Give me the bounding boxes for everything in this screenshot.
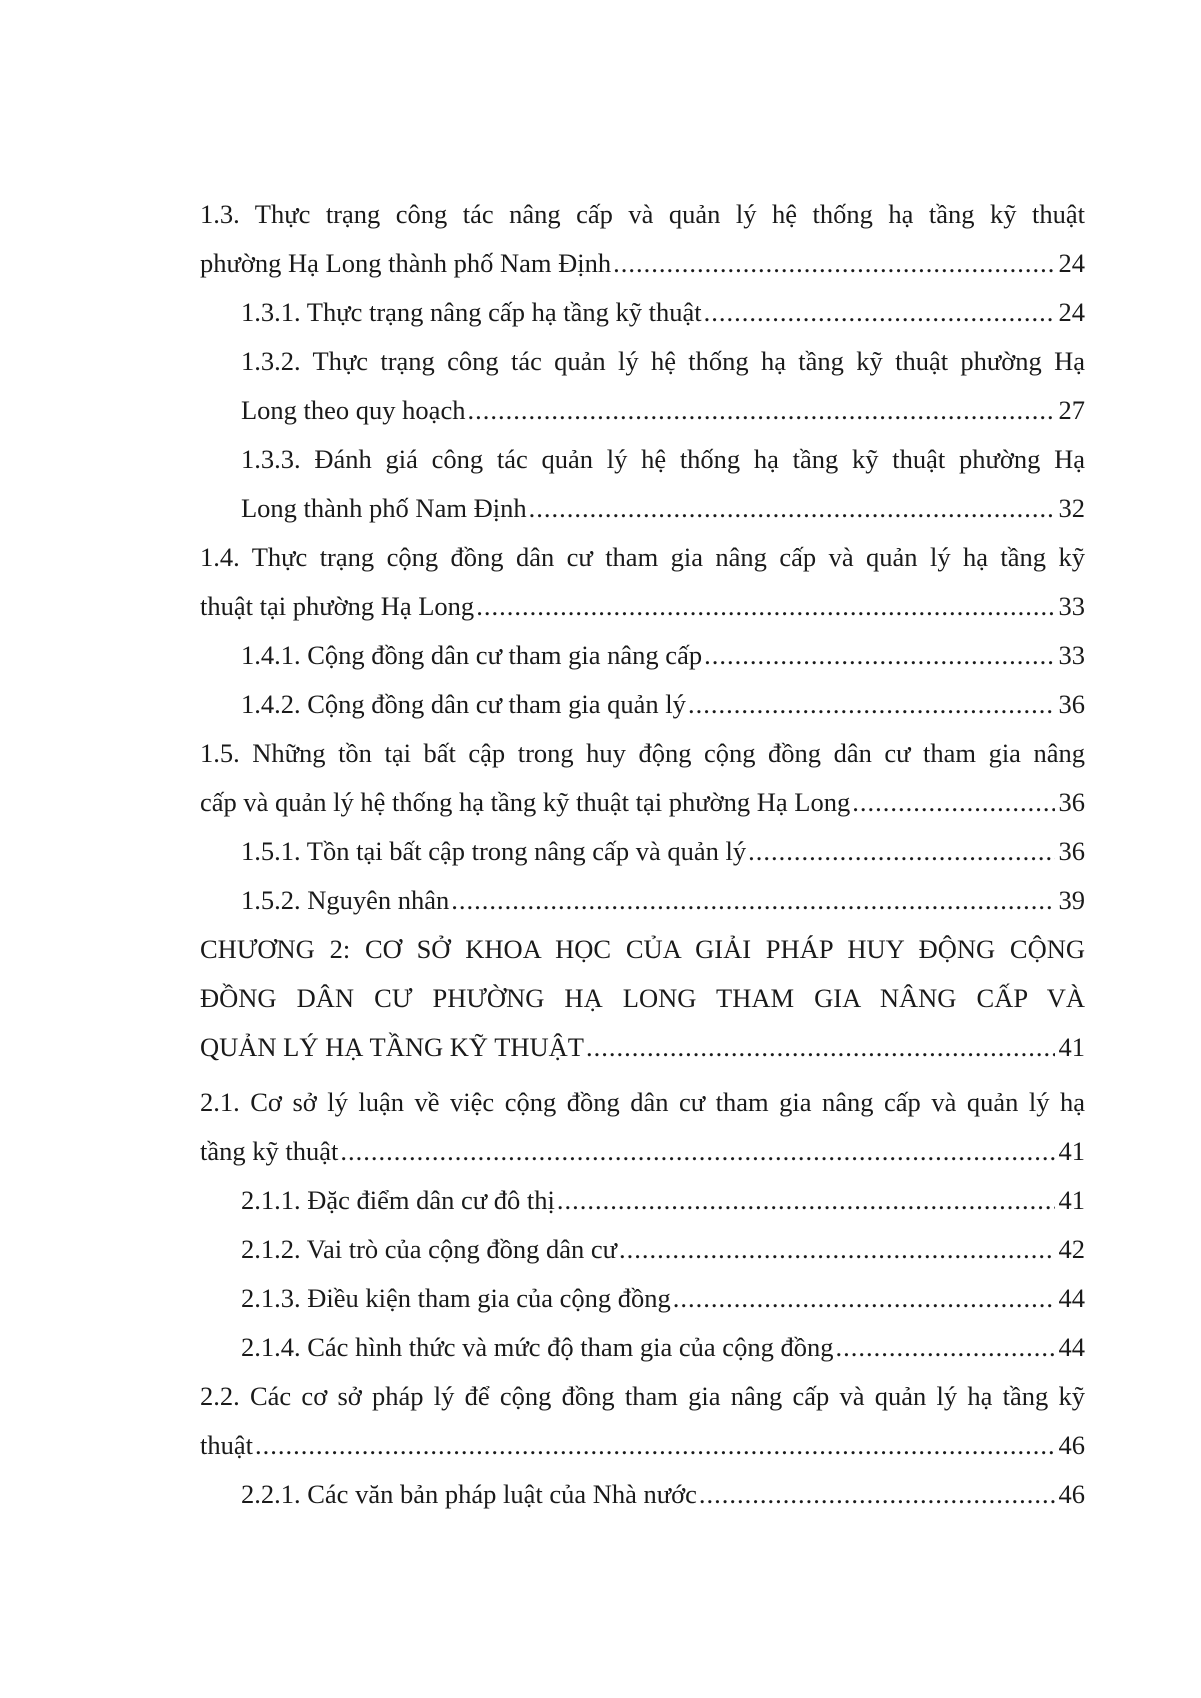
toc-entry-title: 1.3.1. Thực trạng nâng cấp hạ tầng kỹ thuật	[241, 297, 702, 327]
toc-entry[interactable]	[200, 1225, 1085, 1274]
toc-entry[interactable]	[200, 1078, 1085, 1176]
toc-entry-title: tầng kỹ thuật	[200, 1136, 339, 1166]
toc-entry[interactable]	[200, 435, 1085, 533]
toc-entry[interactable]	[200, 876, 1085, 925]
dot-leader	[699, 1470, 1055, 1519]
toc-entry-title: thuật	[200, 1430, 253, 1460]
toc-entry[interactable]	[200, 827, 1085, 876]
toc-entry-line: CHƯƠNG 2: CƠ SỞ KHOA HỌC CỦA GIẢI PHÁP HUY ĐỘNG CỘNG	[200, 934, 1085, 964]
toc-page-number: 44	[1058, 1283, 1085, 1313]
toc-page-number: 46	[1058, 1430, 1085, 1460]
dot-leader	[835, 1323, 1054, 1372]
toc-page-number: 24	[1058, 248, 1085, 278]
dot-leader	[557, 1176, 1055, 1225]
dot-leader	[255, 1421, 1055, 1470]
toc-entry-title: cấp và quản lý hệ thống hạ tầng kỹ thuật tại phường Hạ Long	[200, 787, 851, 817]
toc-page-number: 36	[1058, 689, 1085, 719]
dot-leader	[688, 680, 1055, 729]
toc-entry[interactable]	[200, 288, 1085, 337]
dot-leader	[748, 827, 1054, 876]
dot-leader	[340, 1127, 1054, 1176]
toc-page-number: 41	[1058, 1032, 1085, 1062]
toc-page-number: 24	[1058, 297, 1085, 327]
toc-entry[interactable]	[200, 1470, 1085, 1519]
toc-entry-line: 1.3.2. Thực trạng công tác quản lý hệ thống hạ tầng kỹ thuật phường Hạ	[241, 346, 1085, 376]
dot-leader	[704, 288, 1055, 337]
toc-entry[interactable]	[200, 1372, 1085, 1470]
toc-entry-line: 1.3.3. Đánh giá công tác quản lý hệ thống hạ tầng kỹ thuật phường Hạ	[241, 444, 1085, 474]
dot-leader	[852, 778, 1054, 827]
toc-page-number: 39	[1058, 885, 1085, 915]
toc-entry-line: 2.2. Các cơ sở pháp lý để cộng đồng tham gia nâng cấp và quản lý hạ tầng kỹ	[200, 1381, 1085, 1411]
dot-leader	[704, 631, 1054, 680]
toc-page-number: 27	[1058, 395, 1085, 425]
toc-entry-title: 1.5.1. Tồn tại bất cập trong nâng cấp và quản lý	[241, 836, 747, 866]
toc-page-number: 41	[1058, 1136, 1085, 1166]
dot-leader	[529, 484, 1055, 533]
toc-entry-line: 2.1. Cơ sở lý luận về việc cộng đồng dân cư tham gia nâng cấp và quản lý hạ	[200, 1087, 1085, 1117]
dot-leader	[673, 1274, 1055, 1323]
dot-leader	[613, 239, 1054, 288]
dot-leader	[467, 386, 1054, 435]
toc-entry-title: 2.1.3. Điều kiện tham gia của cộng đồng	[241, 1283, 671, 1313]
toc-page-number: 36	[1058, 787, 1085, 817]
toc-entry[interactable]	[200, 190, 1085, 288]
table-of-contents	[200, 190, 1085, 1519]
dot-leader	[451, 876, 1054, 925]
toc-entry[interactable]	[200, 631, 1085, 680]
toc-entry[interactable]	[200, 533, 1085, 631]
toc-entry-title: 1.4.2. Cộng đồng dân cư tham gia quản lý	[241, 689, 686, 719]
toc-entry[interactable]	[200, 1274, 1085, 1323]
toc-entry-title: 2.1.4. Các hình thức và mức độ tham gia của cộng đồng	[241, 1332, 834, 1362]
toc-page-number: 42	[1058, 1234, 1085, 1264]
toc-entry-title: 2.1.2. Vai trò của cộng đồng dân cư	[241, 1234, 617, 1264]
toc-entry-title: QUẢN LÝ HẠ TẦNG KỸ THUẬT	[200, 1032, 584, 1062]
toc-entry[interactable]	[200, 680, 1085, 729]
toc-entry[interactable]	[200, 729, 1085, 827]
toc-entry-line: ĐỒNG DÂN CƯ PHƯỜNG HẠ LONG THAM GIA NÂNG CẤP VÀ	[200, 983, 1085, 1013]
toc-entry-title: 1.5.2. Nguyên nhân	[241, 885, 450, 915]
toc-entry[interactable]	[200, 1323, 1085, 1372]
toc-entry[interactable]	[200, 1176, 1085, 1225]
toc-entry-title: 1.4.1. Cộng đồng dân cư tham gia nâng cấp	[241, 640, 703, 670]
toc-entry-line: 1.5. Những tồn tại bất cập trong huy động cộng đồng dân cư tham gia nâng	[200, 738, 1085, 768]
toc-entry-title: phường Hạ Long thành phố Nam Định	[200, 248, 612, 278]
toc-entry-line: 1.3. Thực trạng công tác nâng cấp và quản lý hệ thống hạ tầng kỹ thuật	[200, 199, 1085, 229]
dot-leader	[619, 1225, 1055, 1274]
toc-page-number: 36	[1058, 836, 1085, 866]
toc-entry-title: Long theo quy hoạch	[241, 395, 466, 425]
toc-entry[interactable]	[200, 337, 1085, 435]
toc-entry-title: 2.2.1. Các văn bản pháp luật của Nhà nước	[241, 1479, 697, 1509]
toc-page-number: 46	[1058, 1479, 1085, 1509]
toc-page-number: 41	[1058, 1185, 1085, 1215]
toc-chapter-entry[interactable]	[200, 925, 1085, 1072]
dot-leader	[476, 582, 1054, 631]
toc-entry-line: 1.4. Thực trạng cộng đồng dân cư tham gia nâng cấp và quản lý hạ tầng kỹ	[200, 542, 1085, 572]
toc-page-number: 33	[1058, 640, 1085, 670]
toc-page-number: 32	[1058, 493, 1085, 523]
toc-entry-title: 2.1.1. Đặc điểm dân cư đô thị	[241, 1185, 555, 1215]
toc-page-number: 33	[1058, 591, 1085, 621]
toc-page-number: 44	[1058, 1332, 1085, 1362]
toc-entry-title: Long thành phố Nam Định	[241, 493, 527, 523]
dot-leader	[586, 1023, 1055, 1072]
toc-entry-title: thuật tại phường Hạ Long	[200, 591, 475, 621]
